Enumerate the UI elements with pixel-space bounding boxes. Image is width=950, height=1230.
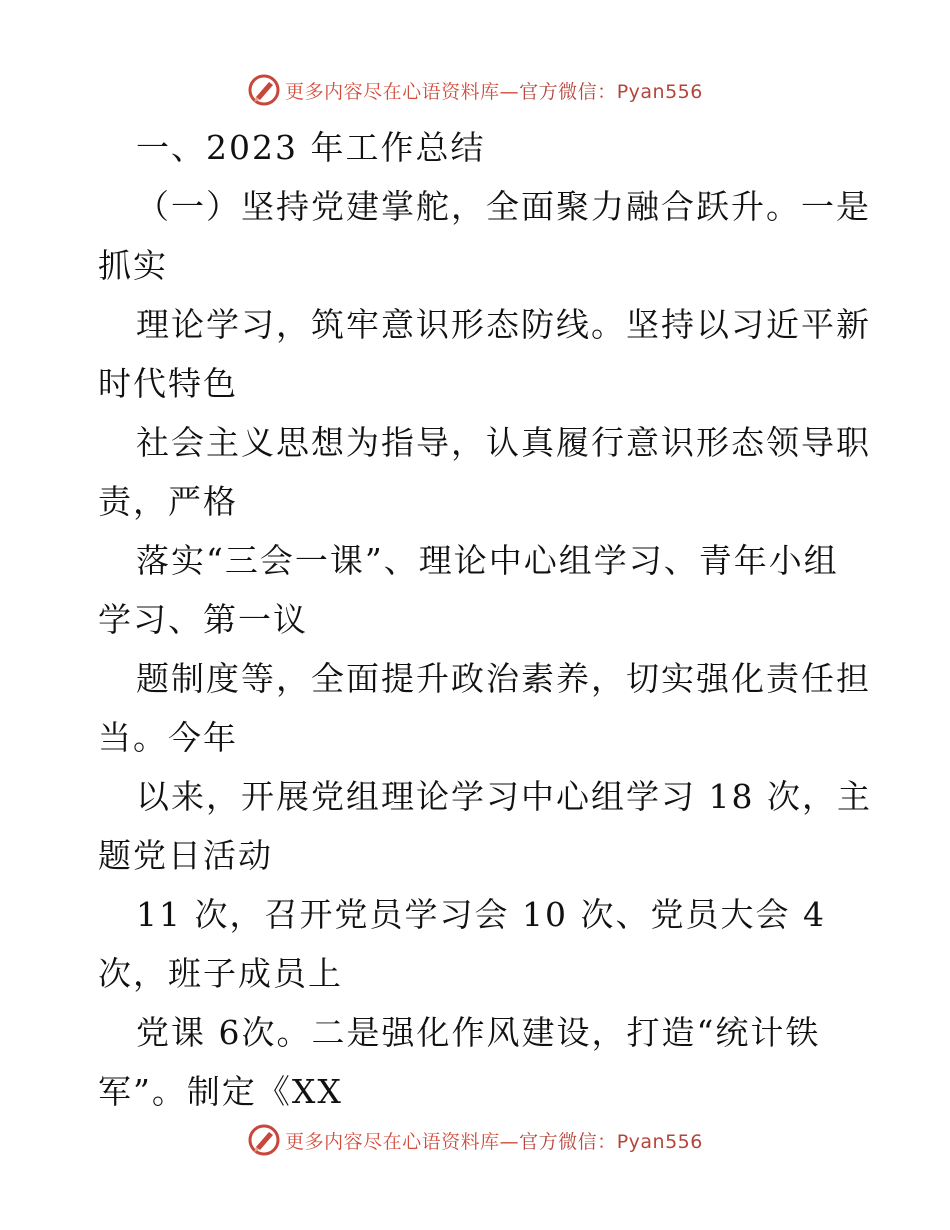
text-line: （一）坚持党建掌舵，全面聚力融合跃升。一是	[136, 187, 871, 226]
document-body	[98, 118, 872, 1121]
text-line: 一、2023 年工作总结	[136, 128, 486, 167]
text-line: 抓实	[98, 246, 168, 285]
text-line: 次，班子成员上	[98, 954, 343, 993]
text-line: 责，严格	[98, 482, 238, 521]
text-line: 时代特色	[98, 364, 238, 403]
text-line: 题党日活动	[98, 836, 273, 875]
text-line: 11 次，召开党员学习会 10 次、党员大会 4	[136, 895, 826, 934]
header-watermark	[0, 70, 950, 110]
pen-logo-icon	[247, 1123, 281, 1157]
pen-logo-icon	[247, 73, 281, 107]
text-line: 党课 6次。二是强化作风建设，打造“统计铁	[136, 1013, 821, 1052]
watermark-text: 更多内容尽在心语资料库—官方微信：Pyan556	[285, 80, 703, 103]
text-line: 题制度等，全面提升政治素养，切实强化责任担	[136, 659, 871, 698]
text-line: 学习、第一议	[98, 600, 308, 639]
footer-watermark	[0, 1120, 950, 1160]
watermark-text: 更多内容尽在心语资料库—官方微信：Pyan556	[285, 1130, 703, 1153]
text-line: 落实“三会一课”、理论中心组学习、青年小组	[136, 541, 839, 580]
text-line: 社会主义思想为指导，认真履行意识形态领导职	[136, 423, 871, 462]
text-line: 当。今年	[98, 718, 238, 757]
text-line: 理论学习，筑牢意识形态防线。坚持以习近平新	[136, 305, 871, 344]
text-line: 以来，开展党组理论学习中心组学习 18 次，主	[136, 777, 872, 816]
text-line: 军”。制定《XX	[98, 1072, 343, 1111]
